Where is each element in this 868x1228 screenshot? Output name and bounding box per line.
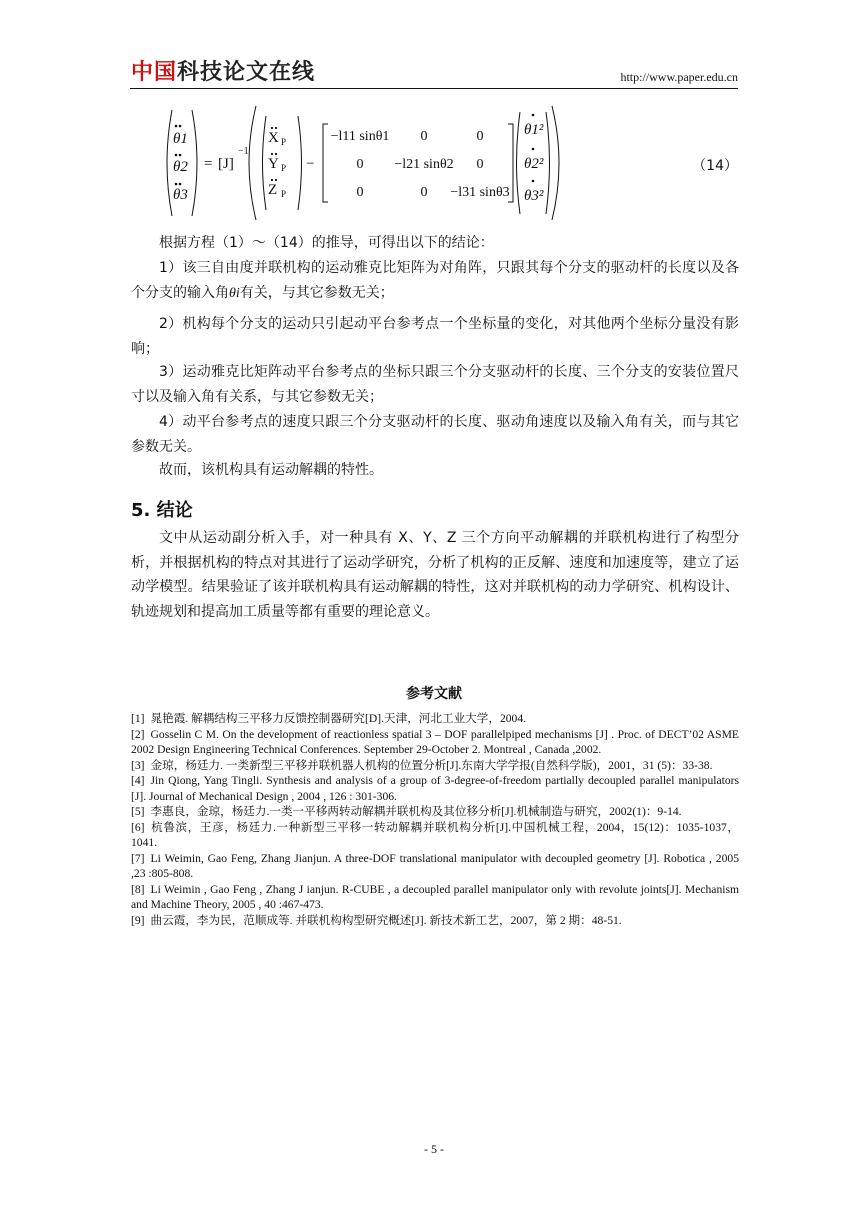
reference-text: 金琼，杨廷力. 一类新型三平移并联机器人机构的位置分析[J].东南大学学报(自然科学版)，2001，31 (5)：33-38.: [150, 758, 713, 772]
lhs-theta-3: θ3: [173, 187, 188, 203]
reference-text: Gosselin C M. On the development of reactionless spatial 3 – DOF parallelpiped mechanisms [J] . Proc. of DECT’02 ASME 2002 Design Engineering Technical Conferences. September 29-October 2. Montreal , Canada ,2002.: [131, 727, 739, 756]
reference-item: [131, 804, 739, 820]
jacobian-exponent: −1: [238, 146, 249, 157]
minus-sign: −: [306, 156, 315, 172]
reference-text: 曲云霞，李为民，范顺成等. 并联机构构型研究概述[J]. 新技术新工艺，2007，第 2 期：48-51.: [150, 913, 622, 927]
equation-number: （14）: [692, 158, 738, 174]
accel-sub-1: P: [281, 137, 287, 147]
lhs-theta-1: θ1: [173, 131, 188, 147]
section-paragraph: 文中从运动副分析入手，对一种具有 X、Y、Z 三个方向平动解耦的并联机构进行了构型分析，并根据机构的特点对其进行了运动学研究，分析了机构的正反解、速度和加速度等，建立了运动学模型。结果验证了该并联机构具有运动解耦的特性，这对并联机构的动力学研究、机构设计、轨迹规划和提高加工质量等都有重要的理论意义。: [131, 530, 739, 620]
reference-item: [131, 773, 739, 804]
reference-item: [131, 820, 739, 851]
point-2: 2）机构每个分支的运动只引起动平台参考点一个坐标量的变化，对其他两个坐标分量没有影响；: [131, 316, 739, 357]
reference-item: [131, 851, 739, 882]
logo-text-dark: 科技论文在线: [177, 60, 316, 85]
reference-text: Li Weimin, Gao Feng, Zhang Jianjun. A three-DOF translational manipulator with decoupled geometry [J]. Robotica , 2005 ,23 :805-808.: [131, 851, 739, 880]
rhs-theta-2: θ2²: [524, 156, 544, 172]
reference-number: [9]: [131, 913, 145, 927]
point-1-text-a: 1）该三自由度并联机构的运动雅克比矩阵为对角阵，只跟其每个分支的驱动杆的长度以及各个分支的输入角: [131, 260, 739, 301]
reference-item: [131, 711, 739, 727]
matrix-cell: 0: [420, 185, 428, 200]
rhs-theta-3: θ3²: [524, 188, 544, 204]
matrix-cell: 0: [420, 129, 428, 144]
reference-number: [3]: [131, 758, 145, 772]
accel-sub-3: P: [281, 189, 287, 199]
jacobian-symbol: [J]: [218, 156, 234, 172]
accel-z: Z: [268, 182, 278, 198]
equals-sign: =: [204, 156, 213, 172]
header-url[interactable]: http://www.paper.edu.cn: [620, 70, 738, 84]
reference-text: Li Weimin , Gao Feng , Zhang J ianjun. R-CUBE , a decoupled parallel manipulator only with revolute joints[J]. Mechanism and Machine Theory, 2005 , 40 :467-473.: [131, 882, 739, 911]
matrix-cell: 0: [476, 157, 484, 172]
point-1-symbol: θi: [229, 285, 240, 301]
accel-sub-2: P: [281, 163, 287, 173]
reference-number: [2]: [131, 727, 145, 741]
journal-logo: [131, 60, 321, 86]
point-4: 4）动平台参考点的速度只跟三个分支驱动杆的长度、驱动角速度以及输入角有关，而与其它参数无关。: [131, 414, 739, 455]
logo-text-red: 中国: [131, 60, 178, 85]
conclusion-line: 故而，该机构具有运动解耦的特性。: [159, 462, 383, 478]
point-1: [131, 256, 739, 306]
reference-text: 李惠良，金琼，杨廷力.一类一平移两转动解耦并联机构及其位移分析[J].机械制造与研究，2002(1)：9-14.: [150, 805, 682, 818]
reference-text: 杭鲁滨，王彦，杨廷力.一种新型三平移一转动解耦并联机构分析[J].中国机械工程，2004，15(12)：1035-1037，1041.: [131, 820, 739, 849]
matrix-cell: −l21 sinθ2: [394, 157, 454, 172]
matrix-cell: 0: [356, 157, 364, 172]
reference-number: [5]: [131, 805, 145, 818]
point-1-text-b: 有关，与其它参数无关；: [239, 284, 394, 301]
reference-text: 晁艳霞. 解耦结构三平移力反馈控制器研究[D].天津，河北工业大学，2004.: [150, 712, 527, 725]
reference-text: Jin Qiong, Yang Tingli. Synthesis and analysis of a group of 3-degree-of-freedom partially decoupled parallel manipulators [J]. Journal of Mechanical Design , 2004 , 126 : 301-306.: [131, 774, 739, 803]
rhs-theta-1: θ1²: [524, 122, 544, 138]
matrix-cell: 0: [476, 129, 484, 144]
lhs-theta-2: θ2: [173, 159, 188, 175]
accel-y: Y: [268, 156, 279, 172]
reference-number: [6]: [131, 820, 145, 834]
section-title: 5. 结论: [131, 500, 193, 521]
equation-14: [160, 104, 740, 222]
reference-number: [1]: [131, 712, 145, 725]
accel-x: X: [268, 130, 279, 146]
reference-item: [131, 727, 739, 758]
reference-number: [7]: [131, 851, 145, 865]
matrix-cell: −l11 sinθ1: [330, 129, 390, 144]
intro-paragraph: 根据方程（1）～（14）的推导，可得出以下的结论：: [159, 235, 494, 251]
reference-item: [131, 882, 739, 913]
reference-item: [131, 758, 739, 774]
references-title: 参考文献: [406, 686, 462, 702]
reference-number: [4]: [131, 774, 145, 787]
page-number: - 5 -: [424, 1142, 444, 1156]
point-3: 3）运动雅克比矩阵动平台参考点的坐标只跟三个分支驱动杆的长度、三个分支的安装位置尺寸以及输入角有关系，与其它参数无关；: [131, 364, 739, 405]
header-rule: [130, 88, 738, 89]
matrix-cell: −l31 sinθ3: [450, 185, 510, 200]
reference-item: [131, 913, 739, 929]
references-list: [131, 711, 739, 928]
matrix-cells: [331, 129, 510, 200]
matrix-cell: 0: [356, 185, 364, 200]
reference-number: [8]: [131, 882, 145, 896]
